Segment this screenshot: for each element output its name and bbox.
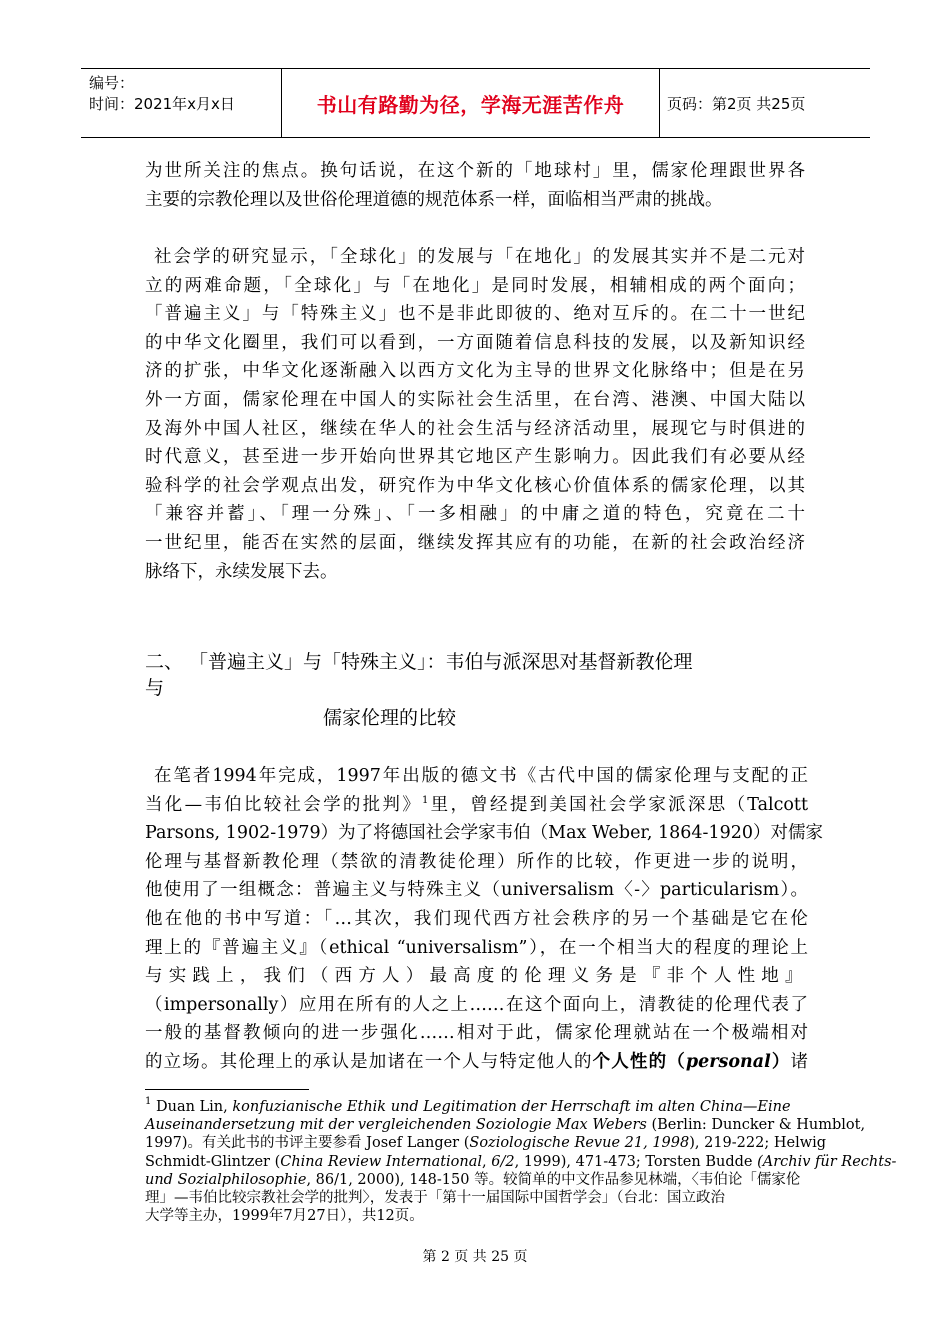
number-label: 编号：	[89, 74, 135, 92]
motto-text: 书山有路勤为径，学海无涯苦作舟	[316, 92, 625, 117]
bold-italic-run: personal	[685, 1051, 771, 1072]
paragraph-1	[145, 157, 805, 214]
text-line: 「普遍主义」与「特殊主义」也不是非此即彼的、绝对互斥的。在二十一世纪	[145, 304, 805, 325]
text-line	[145, 791, 808, 820]
footnote-line: 大学等主办，1999年7月27日），共12页。	[145, 1208, 424, 1225]
italic-run: (Archiv für Rechts-	[757, 1153, 897, 1170]
header-page-cell	[660, 69, 870, 137]
text-run: ,	[482, 1153, 492, 1170]
text-line: 验科学的社会学观点出发，研究作为中华文化核心价值体系的儒家伦理，以其	[145, 475, 805, 496]
text-line: 一世纪里，能否在实然的层面，继续发挥其应有的功能，在新的社会政治经济	[145, 532, 805, 553]
footnote-line	[145, 1116, 866, 1134]
text-run: (Berlin: Duncker & Humblot,	[646, 1117, 866, 1134]
header-meta-cell	[81, 69, 282, 137]
text-line: 为世所关注的焦点。换句话说，在这个新的「地球村」里，儒家伦理跟世界各	[145, 161, 805, 181]
heading-line: 儒家伦理的比较	[323, 707, 457, 729]
italic-run: China Review International	[280, 1153, 483, 1170]
text-line	[145, 1048, 808, 1077]
footnote-line	[145, 1171, 810, 1189]
footnote-ref[interactable]: 1	[422, 794, 429, 806]
text-run: Schmidt-Glintzer (	[145, 1153, 281, 1170]
text-line: 一般的基督教倾向的进一步强化……相对于此，儒家伦理就站在一个极端相对	[145, 1023, 808, 1044]
text-line: 他使用了一组概念：普遍主义与特殊主义（universalism〈-〉particularism）。	[145, 880, 808, 901]
text-line: 济的扩张，中华文化逐渐融入以西方文化为主导的世界文化脉络中；但是在另	[145, 361, 805, 382]
text-line: 理上的『普遍主义』（ethical “universalism”），在一个相当大的程度的理论上	[145, 937, 808, 958]
text-line: （impersonally）应用在所有的人之上……在这个面向上，清教徒的伦理代表了	[145, 994, 808, 1015]
text-run: 诸	[790, 1051, 809, 1072]
text-line: 立的两难命题，「全球化」与「在地化」是同时发展，相辅相成的两个面向；	[145, 275, 805, 296]
page-footer	[0, 1246, 950, 1266]
italic-run: Auseinandersetzung mit der vergleichenden Soziologie Max Webers	[145, 1117, 647, 1134]
text-run: , 86/1, 2000), 148-150 等。较简单的中文作品参见林端，〈韦伯论「儒家伦	[306, 1171, 801, 1188]
text-line: 与实践上，我们（西方人）最高度的伦理义务是『非个人性地』	[145, 966, 808, 987]
date-label: 时间：2021年x月x日	[89, 95, 235, 113]
page-header	[81, 68, 870, 138]
footnote-separator	[145, 1089, 309, 1090]
text-run: , 1999), 471-473; Torsten Budde	[514, 1153, 758, 1170]
italic-run: und Sozialphilosophie	[145, 1171, 307, 1188]
section-heading	[145, 649, 810, 701]
heading-line: 与	[145, 677, 165, 699]
paragraph-3	[145, 762, 823, 1077]
bold-run: 个人性的（	[592, 1051, 686, 1072]
text-run: 当化—韦伯比较社会学的批判》	[145, 794, 423, 815]
text-line: 伦理与基督新教伦理（禁欲的清教徒伦理）所作的比较，作更进一步的说明，	[145, 851, 808, 872]
text-line: 「兼容并蓄」、「理一分殊」、「一多相融」的中庸之道的特色，究竟在二十	[145, 504, 805, 525]
footnote	[145, 1096, 897, 1225]
text-line: 主要的宗教伦理以及世俗伦理道德的规范体系一样，面临相当严肃的挑战。	[145, 189, 723, 210]
text-line: 他在他的书中写道：「…其次，我们现代西方社会秩序的另一个基础是它在伦	[145, 908, 808, 929]
text-line: 的中华文化圈里，我们可以看到，一方面随着信息科技的发展，以及新知识经	[145, 332, 805, 353]
text-run: 里，曾经提到美国社会学家派深思（Talcott	[428, 794, 809, 815]
footnote-line	[145, 1098, 810, 1116]
section-heading-cont	[323, 705, 456, 731]
footnote-line: 理」—韦伯比较宗教社会学的批判〉，发表于「第十一届国际中国哲学会」（台北：国立政治	[145, 1190, 725, 1207]
footnote-number: 1	[145, 1096, 152, 1107]
footnote-line	[145, 1153, 897, 1171]
text-run: ), 219-222; Helwig	[689, 1135, 827, 1152]
paragraph-2	[145, 243, 805, 586]
page-info: 页码：第2页 共25页	[667, 94, 806, 113]
text-run: 的立场。其伦理上的承认是加诸在一个人与特定他人的	[145, 1051, 593, 1072]
text-line: 时代意义，甚至进一步开始向世界其它地区产生影响力。因此我们有必要从经	[145, 447, 805, 468]
text-line: 在笔者1994年完成，1997年出版的德文书《古代中国的儒家伦理与支配的正	[154, 766, 808, 786]
footer-page-number: 第 2 页 共 25 页	[422, 1249, 528, 1265]
bold-run: ）	[770, 1051, 791, 1072]
text-line: 脉络下，永续发展下去。	[145, 561, 338, 582]
text-line: Parsons, 1902-1979）为了将德国社会学家韦伯（Max Weber, 1864-1920）对儒家	[145, 823, 823, 844]
text-run: Duan Lin,	[155, 1099, 233, 1115]
text-run: 1997)。有关此书的书评主要参看 Josef Langer (	[145, 1135, 470, 1152]
text-line: 外一方面，儒家伦理在中国人的实际社会生活里，在台湾、港澳、中国大陆以	[145, 389, 805, 410]
italic-run: Soziologische Revue 21, 1998	[469, 1135, 690, 1152]
italic-run: konfuzianische Ethik und Legitimation der Herrschaft im alten China—Eine	[232, 1099, 791, 1115]
heading-line: 二、 「普遍主义」与「特殊主义」：韦伯与派深思对基督新教伦理	[145, 651, 693, 673]
footnote-line	[145, 1134, 827, 1152]
text-line: 及海外中国人社区，继续在华人的社会生活与经济活动里，展现它与时俱进的	[145, 418, 805, 439]
italic-run: 6/2	[491, 1153, 515, 1170]
text-line: 社会学的研究显示，「全球化」的发展与「在地化」的发展其实并不是二元对	[154, 247, 805, 267]
header-motto-cell	[282, 69, 660, 137]
